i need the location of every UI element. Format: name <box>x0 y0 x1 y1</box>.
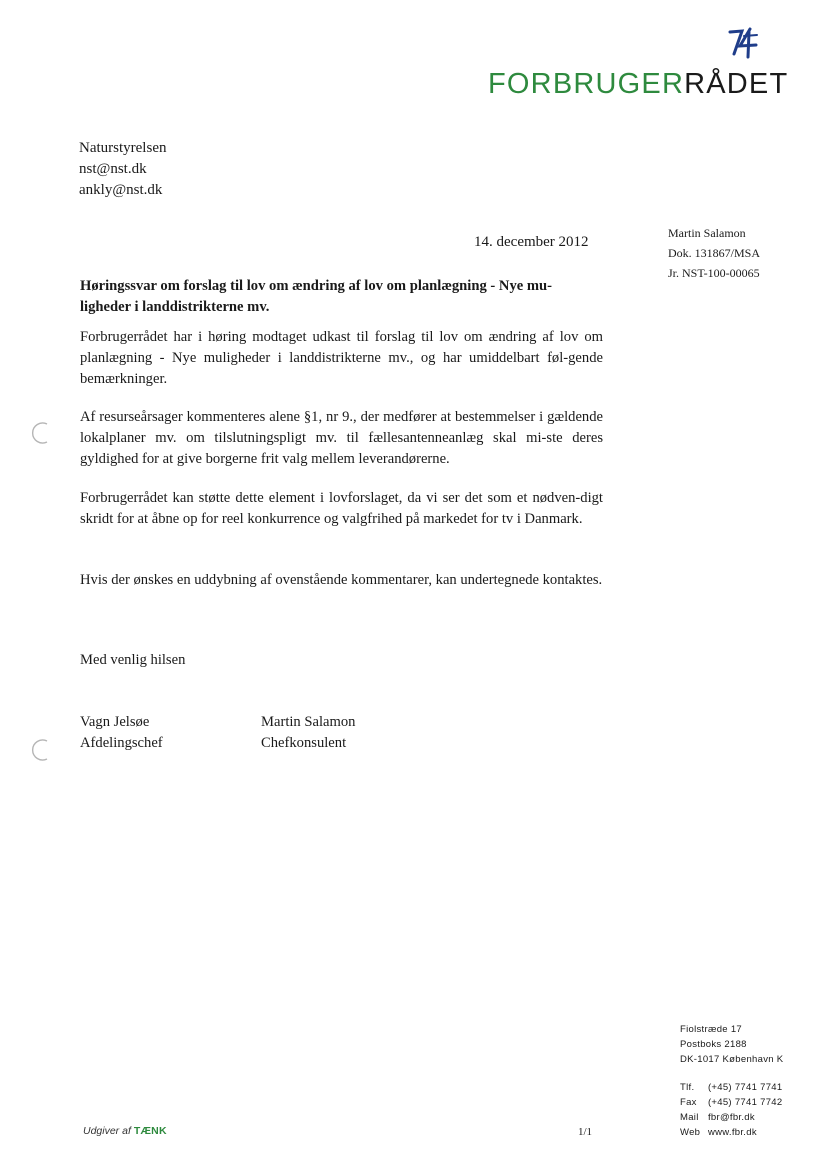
signatory-name: Vagn Jelsøe <box>80 714 150 730</box>
closing-greeting: Med venlig hilsen <box>80 652 186 668</box>
body-paragraph-1: Forbrugerrådet har i høring modtaget udkast til forslag til lov om ændring af lov om planlægning - Nye muligheder i landdistrikterne mv., og har umiddelbart føl-gende bemærkninger. <box>80 329 603 387</box>
reference-doc: Dok. 131867/MSA <box>668 246 761 260</box>
signatory-name: Martin Salamon <box>261 714 356 730</box>
handwritten-stamp-icon <box>726 26 760 60</box>
reference-journal: Jr. NST-100-00065 <box>668 266 760 280</box>
footer-web: Web www.fbr.dk <box>680 1127 757 1138</box>
punch-hole-mark <box>29 421 51 445</box>
logo-word-green: FORBRUGER <box>488 68 685 100</box>
reference-block <box>668 223 760 283</box>
footer-fax: Fax (+45) 7741 7742 <box>680 1097 783 1108</box>
punch-hole-mark <box>29 738 51 762</box>
logo-word-dark: RÅDET <box>684 68 789 100</box>
footer-city: DK-1017 København K <box>680 1054 784 1065</box>
recipient-email-1: nst@nst.dk <box>79 161 147 177</box>
body-paragraph-3: Forbrugerrådet kan støtte dette element i lovforslaget, da vi ser det som et nødven-digt skridt for at åbne op for reel konkurrence og valgfrihed på markedet for tv i Danmark. <box>80 490 603 527</box>
publisher-line <box>83 1125 167 1137</box>
page-number: 1/1 <box>578 1126 593 1138</box>
footer-box: Postboks 2188 <box>680 1039 747 1050</box>
publisher-brand-logo: TÆNK <box>133 1125 167 1137</box>
recipient-block <box>79 138 166 201</box>
footer-phone: Tlf. (+45) 7741 7741 <box>680 1082 783 1093</box>
letter-date: 14. december 2012 <box>474 234 589 250</box>
footer-street: Fiolstræde 17 <box>680 1024 742 1035</box>
reference-author: Martin Salamon <box>668 226 746 240</box>
letter-subject: Høringssvar om forslag til lov om ændring af lov om planlægning - Nye mu-ligheder i landdistrikterne mv. <box>80 278 553 315</box>
logo-wordmark <box>488 66 788 102</box>
footer-mail-link[interactable]: fbr@fbr.dk <box>707 1112 755 1123</box>
recipient-email-2: ankly@nst.dk <box>79 182 163 198</box>
signatory-2 <box>261 712 355 754</box>
body-paragraph-2: Af resurseårsager kommenteres alene §1, nr 9., der medfører at bestemmelser i gældende lokalplaner mv. om tilslutningspligt mv. til fællesantenneanlæg skal mi-ste deres gyldighed for at give borgerne frit valg mellem leverandørerne. <box>80 409 603 467</box>
footer-contact <box>680 1080 782 1140</box>
signatory-title: Chefkonsulent <box>261 735 347 751</box>
body-paragraph-4: Hvis der ønskes en uddybning af ovenstående kommentarer, kan undertegnede kontaktes. <box>80 572 603 588</box>
footer-mail: Mail fbr@fbr.dk <box>680 1112 755 1123</box>
footer-web-link[interactable]: www.fbr.dk <box>707 1127 757 1138</box>
publisher-text: Udgiver af <box>83 1125 131 1137</box>
footer-address <box>680 1022 783 1067</box>
signatory-title: Afdelingschef <box>80 735 163 751</box>
signatory-1 <box>80 712 163 754</box>
recipient-name: Naturstyrelsen <box>79 140 167 156</box>
